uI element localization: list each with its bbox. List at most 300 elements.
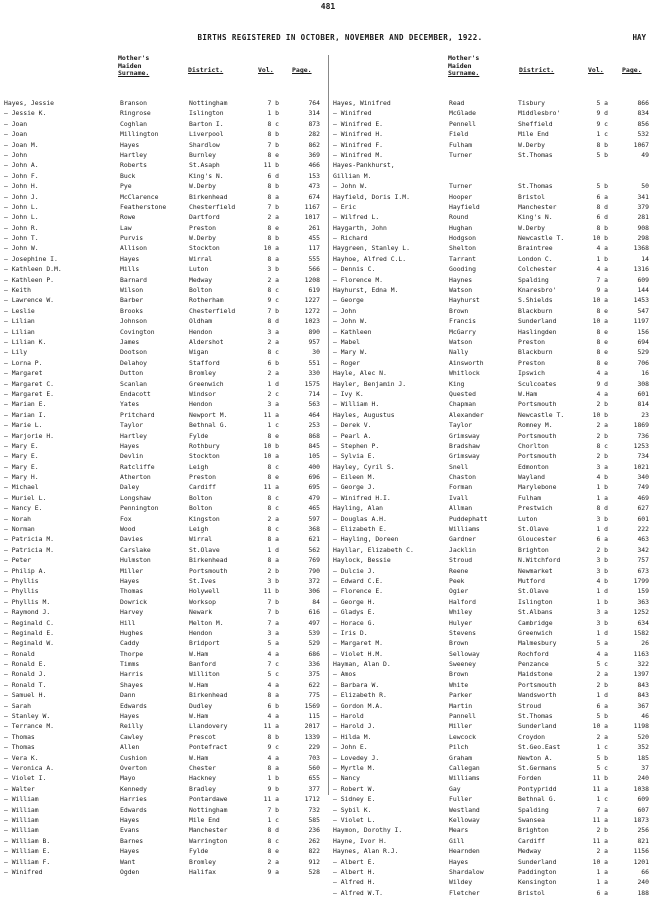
table-row	[333, 171, 656, 181]
maiden-surname: Thorpe	[120, 649, 144, 658]
table-row	[4, 441, 332, 451]
volume: 2 a	[267, 369, 279, 378]
vol-header: Vol.	[588, 66, 604, 74]
page-ref: 814	[637, 400, 649, 409]
table-row	[333, 129, 656, 139]
entry-name: — Mabel	[333, 337, 360, 346]
table-row	[333, 108, 656, 118]
page-ref: 634	[637, 618, 649, 627]
table-row	[333, 784, 656, 794]
table-row	[333, 160, 656, 170]
table-row	[333, 420, 656, 430]
page-ref: 532	[637, 130, 649, 139]
table-row	[333, 742, 656, 752]
volume: 4 a	[267, 680, 279, 689]
page-ref: 834	[637, 109, 649, 118]
table-row	[333, 347, 656, 357]
maiden-surname: Fuller	[449, 795, 473, 804]
district: Rothbury	[189, 441, 220, 450]
volume: 3 a	[267, 327, 279, 336]
entry-name: — Marian E.	[4, 400, 47, 409]
entry-name: — Hilda M.	[333, 732, 372, 741]
table-row	[4, 181, 332, 191]
district: Dartford	[189, 213, 220, 222]
volume: 1 d	[596, 691, 608, 700]
district: Bolton	[189, 286, 213, 295]
district: Braintree	[518, 244, 553, 253]
table-row	[4, 514, 332, 524]
district: St.Thomas	[518, 150, 553, 159]
entry-name: — Lily	[4, 348, 28, 357]
page-ref: 298	[637, 234, 649, 243]
volume: 8 e	[596, 337, 608, 346]
volume: 9 c	[267, 743, 279, 752]
entry-name: Haymon, Dorothy I.	[333, 826, 403, 835]
maiden-surname: Gardner	[449, 535, 476, 544]
district: Portsmouth	[518, 452, 557, 461]
entry-name: — Veronica A.	[4, 764, 55, 772]
table-row	[333, 503, 656, 513]
table-row	[333, 680, 656, 690]
volume: 8 c	[267, 504, 279, 513]
maiden-surname: Miller	[449, 722, 473, 731]
district: Windsor	[189, 389, 216, 398]
entry-name: — Mary E.	[4, 462, 39, 471]
table-row	[333, 763, 656, 773]
page-ref: 714	[308, 389, 320, 398]
table-row	[333, 534, 656, 544]
entry-name: — Wilfred L.	[333, 213, 380, 222]
entry-name: — Ronald E.	[4, 660, 47, 669]
maiden-header: Mother's Maiden Surname.	[118, 54, 150, 77]
page-ref: 261	[308, 223, 320, 232]
table-row	[4, 358, 332, 368]
maiden-surname: Pilch	[449, 743, 469, 752]
entry-name: — Kathleen D.M.	[4, 265, 62, 274]
entry-name: — John A.	[4, 161, 39, 170]
volume: 7 a	[596, 805, 608, 814]
maiden-surname: Millington	[120, 130, 159, 139]
page-ref: 308	[637, 379, 649, 388]
maiden-surname: Want	[120, 857, 136, 866]
volume: 3 b	[596, 514, 608, 523]
entry-name: — Lilian	[4, 327, 35, 336]
district: Williton	[189, 670, 220, 679]
maiden-surname: Round	[449, 213, 469, 222]
volume: 7 a	[596, 275, 608, 284]
entry-name: — Violet I.	[4, 774, 47, 783]
entry-name: — Eric	[333, 202, 357, 211]
table-row	[333, 857, 656, 867]
maiden-surname: Hayes	[120, 847, 140, 856]
page-ref: 749	[637, 483, 649, 492]
district: Aldershot	[189, 337, 224, 346]
table-row	[4, 150, 332, 160]
page-ref: 560	[308, 764, 320, 772]
district: Gloucester	[518, 535, 557, 544]
maiden-surname: Tarrant	[449, 254, 476, 263]
volume: 5 b	[596, 753, 608, 762]
district: Sheffield	[518, 119, 553, 128]
district: St.Albans	[518, 608, 553, 617]
entry-name: — Lilian K.	[4, 337, 47, 346]
entry-name: — Albert H.	[333, 867, 376, 876]
volume: 8 a	[267, 556, 279, 565]
maiden-surname: Hayes	[449, 857, 469, 866]
district: Fylde	[189, 847, 209, 856]
page-ref: 790	[308, 566, 320, 575]
district: Dudley	[189, 701, 213, 710]
index-range-label: HAY	[632, 33, 646, 42]
page-ref: 694	[637, 337, 649, 346]
district: Islington	[189, 109, 224, 118]
table-row	[4, 711, 332, 721]
district: Tisbury	[518, 99, 545, 107]
maiden-surname: Mayo	[120, 774, 136, 783]
volume: 4 a	[596, 265, 608, 274]
volume: 8 e	[267, 223, 279, 232]
district: Cardiff	[189, 483, 216, 492]
maiden-surname: McGlade	[449, 109, 476, 118]
table-row	[333, 431, 656, 441]
entry-name: — Lawrence W.	[4, 296, 55, 305]
table-row	[333, 264, 656, 274]
district-header: District.	[519, 66, 555, 74]
maiden-surname: Shelton	[449, 244, 476, 253]
page-ref: 732	[308, 805, 320, 814]
page-ref: 1252	[633, 608, 649, 617]
maiden-surname: Buck	[120, 171, 136, 180]
page-ref: 1038	[633, 784, 649, 793]
district: Leigh	[189, 462, 209, 471]
entry-name: Hayley, Cyril S.	[333, 462, 395, 471]
maiden-surname: Snell	[449, 462, 469, 471]
district: Warrington	[189, 836, 228, 845]
district: Stockton	[189, 244, 220, 253]
volume: 11 b	[263, 587, 279, 596]
district: Romney M.	[518, 421, 553, 430]
volume: 8 c	[267, 286, 279, 295]
district: W.Derby	[518, 223, 545, 232]
page-ref: 601	[637, 389, 649, 398]
maiden-surname: Hartley	[120, 431, 147, 440]
table-row	[4, 753, 332, 763]
page-ref: 868	[308, 431, 320, 440]
table-row	[333, 254, 656, 264]
volume: 1 b	[596, 254, 608, 263]
district: Bradley	[189, 784, 216, 793]
district: Manchester	[189, 826, 228, 835]
district: Luton	[518, 514, 538, 523]
table-row	[333, 482, 656, 492]
volume: 8 c	[596, 441, 608, 450]
page-ref: 551	[308, 358, 320, 367]
volume: 7 b	[267, 805, 279, 814]
page-ref: 159	[637, 587, 649, 596]
table-row	[4, 327, 332, 337]
volume: 1 b	[596, 597, 608, 606]
table-row	[333, 410, 656, 420]
page-ref: 1397	[633, 670, 649, 679]
page-ref: 1712	[304, 795, 320, 804]
volume: 11 a	[592, 836, 608, 845]
volume: 6 b	[267, 358, 279, 367]
district: St.Olave	[189, 545, 220, 554]
volume: 1 c	[267, 421, 279, 430]
table-row	[333, 732, 656, 742]
maiden-surname: Kennedy	[120, 784, 147, 793]
table-row	[333, 140, 656, 150]
district: Kensington	[518, 878, 557, 887]
volume: 1 d	[596, 525, 608, 534]
table-row	[4, 285, 332, 295]
district: Brighton	[518, 826, 549, 835]
page-ref: 1198	[633, 722, 649, 731]
page-ref: 890	[308, 327, 320, 336]
district: Maidstone	[518, 670, 553, 679]
maiden-surname: Miller	[120, 566, 144, 575]
district: Birkenhead	[189, 556, 228, 565]
entry-name: — Muriel L.	[4, 493, 47, 502]
page-ref: 908	[637, 223, 649, 232]
table-row	[4, 337, 332, 347]
page-ref: 455	[308, 234, 320, 243]
maiden-surname: McClarence	[120, 192, 159, 201]
maiden-surname: Timms	[120, 660, 140, 669]
table-row	[4, 846, 332, 856]
volume: 8 e	[267, 847, 279, 856]
page-ref: 555	[308, 254, 320, 263]
table-row	[333, 306, 656, 316]
entry-name: — Dulcie J.	[333, 566, 376, 575]
district: Nottingham	[189, 99, 228, 107]
volume: 3 a	[596, 608, 608, 617]
table-row	[4, 264, 332, 274]
district: Blackburn	[518, 348, 553, 357]
volume: 2 b	[596, 680, 608, 689]
table-row	[333, 545, 656, 555]
maiden-surname: Whiley	[449, 608, 473, 617]
entry-name: — John T.	[4, 234, 39, 243]
page-header: Page.	[622, 66, 642, 74]
entry-name: — John L.	[4, 213, 39, 222]
volume: 8 e	[596, 358, 608, 367]
maiden-surname: Wood	[120, 525, 136, 534]
maiden-surname: Field	[449, 130, 469, 139]
entry-name: — John F.	[4, 171, 39, 180]
maiden-surname: Martin	[449, 701, 473, 710]
entry-name: — William E.	[4, 847, 51, 856]
page-ref: 115	[308, 712, 320, 721]
page-ref: 473	[308, 182, 320, 191]
volume: 8 c	[267, 462, 279, 471]
volume: 9 c	[596, 119, 608, 128]
volume: 8 b	[267, 130, 279, 139]
volume: 2 a	[267, 857, 279, 866]
maiden-surname: Cawley	[120, 732, 144, 741]
page-ref: 463	[637, 535, 649, 544]
volume: 2 b	[596, 545, 608, 554]
page-ref: 607	[637, 805, 649, 814]
maiden-surname: Thomas	[120, 587, 144, 596]
page-ref: 1316	[633, 265, 649, 274]
table-row	[4, 108, 332, 118]
volume: 4 b	[596, 576, 608, 585]
table-row	[4, 431, 332, 441]
table-row	[4, 524, 332, 534]
table-row	[333, 597, 656, 607]
district: Newcastle T.	[518, 410, 565, 419]
maiden-surname: White	[449, 680, 469, 689]
district: W.Ham	[189, 680, 209, 689]
entry-name: Hayle, Alec N.	[333, 369, 387, 378]
entry-name: — Winifred	[4, 867, 43, 876]
table-row	[333, 825, 656, 835]
table-row	[4, 545, 332, 555]
table-row	[333, 586, 656, 596]
district: Mile End	[518, 130, 549, 139]
maiden-surname: Carslake	[120, 545, 151, 554]
district-header: District.	[188, 66, 224, 74]
district: London C.	[518, 254, 553, 263]
district: Bristol	[518, 888, 545, 897]
volume: 2 b	[596, 431, 608, 440]
maiden-surname: Williams	[449, 774, 480, 783]
page-ref: 37	[641, 764, 649, 772]
volume: 5 a	[267, 639, 279, 648]
page-ref: 529	[308, 639, 320, 648]
maiden-surname: Read	[449, 99, 465, 107]
entry-name: — Peter	[4, 556, 31, 565]
table-row	[4, 295, 332, 305]
district: Luton	[189, 265, 209, 274]
maiden-surname: Barnard	[120, 275, 147, 284]
table-row	[4, 555, 332, 565]
page-ref: 229	[308, 743, 320, 752]
maiden-surname: Hearnden	[449, 847, 480, 856]
maiden-surname: Delahoy	[120, 358, 147, 367]
volume: 11 a	[592, 815, 608, 824]
maiden-surname: Selloway	[449, 649, 480, 658]
volume: 2 a	[596, 732, 608, 741]
maiden-surname: Nally	[449, 348, 469, 357]
maiden-surname: Coghlan	[120, 119, 147, 128]
entry-name: — Edward C.E.	[333, 576, 384, 585]
maiden-surname: Chapman	[449, 400, 476, 409]
entry-name: — Lilian	[4, 317, 35, 326]
page-ref: 655	[308, 774, 320, 783]
entry-name: — Mary W.	[333, 348, 368, 357]
district: Leigh	[189, 525, 209, 534]
entry-name: — Elizabeth E.	[333, 525, 387, 534]
page-ref: 367	[637, 701, 649, 710]
volume: 4 b	[596, 473, 608, 482]
entry-name: — Raymond J.	[4, 608, 51, 617]
maiden-surname: Pennell	[449, 119, 476, 128]
volume: 6 a	[596, 701, 608, 710]
page-ref: 843	[637, 680, 649, 689]
maiden-surname: Lewcock	[449, 732, 476, 741]
volume: 8 c	[267, 836, 279, 845]
page-ref: 256	[637, 826, 649, 835]
entry-name: — Harold J.	[333, 722, 376, 731]
volume: 6 d	[596, 213, 608, 222]
entry-name: Haynes, Alan R.J.	[333, 847, 399, 856]
volume: 8 b	[267, 732, 279, 741]
entry-name: — William H.	[333, 400, 380, 409]
page-ref: 1575	[304, 379, 320, 388]
entry-name: — Ronald	[4, 649, 35, 658]
page-number: 481	[320, 2, 336, 11]
district: W.Derby	[189, 182, 216, 191]
entry-name: — Nancy E.	[4, 504, 43, 513]
district: Chesterfield	[189, 306, 236, 315]
volume: 10 a	[592, 722, 608, 731]
district: Fylde	[189, 431, 209, 440]
page-header: Page.	[292, 66, 312, 74]
volume: 8 b	[596, 140, 608, 149]
volume: 2 a	[596, 670, 608, 679]
entry-name: — Reginald W.	[4, 639, 55, 648]
volume: 3 b	[267, 576, 279, 585]
page-ref: 674	[308, 192, 320, 201]
table-row	[4, 784, 332, 794]
table-row	[333, 327, 656, 337]
table-row	[333, 441, 656, 451]
maiden-surname: Hulmston	[120, 556, 151, 565]
maiden-surname: Law	[120, 223, 132, 232]
page-ref: 156	[637, 327, 649, 336]
district: Portsmouth	[189, 566, 228, 575]
district: Newcastle T.	[518, 234, 565, 243]
volume: 7 b	[267, 597, 279, 606]
page-ref: 621	[308, 535, 320, 544]
maiden-surname: Harvey	[120, 608, 144, 617]
table-row	[333, 295, 656, 305]
table-row	[333, 836, 656, 846]
maiden-surname: Gay	[449, 784, 461, 793]
entry-name: — Norman	[4, 525, 35, 534]
volume: 6 a	[596, 535, 608, 544]
entry-name: — Winifred H.	[333, 130, 384, 139]
page-ref: 466	[308, 161, 320, 170]
table-row	[333, 223, 656, 233]
table-row	[4, 254, 332, 264]
table-row	[4, 742, 332, 752]
district: Manchester	[518, 202, 557, 211]
volume: 8 d	[267, 317, 279, 326]
maiden-surname: Hayhurst	[449, 296, 480, 305]
entry-name: — Ronald T.	[4, 680, 47, 689]
district: Wigan	[189, 348, 209, 357]
maiden-surname: Parker	[449, 691, 473, 700]
page-ref: 66	[641, 867, 649, 876]
district: Swansea	[518, 815, 545, 824]
maiden-surname: Ainsworth	[449, 358, 484, 367]
table-row	[333, 181, 656, 191]
table-row	[4, 618, 332, 628]
maiden-surname: Williams	[449, 525, 480, 534]
page-ref: 775	[308, 691, 320, 700]
page-ref: 1272	[304, 306, 320, 315]
entry-name: — Ronald J.	[4, 670, 47, 679]
entry-name: — Florence M.	[333, 275, 384, 284]
district: Rotherham	[189, 296, 224, 305]
page-ref: 627	[637, 504, 649, 513]
entry-name: — Roger	[333, 358, 360, 367]
maiden-surname: Pennington	[120, 504, 159, 513]
volume: 8 e	[596, 327, 608, 336]
